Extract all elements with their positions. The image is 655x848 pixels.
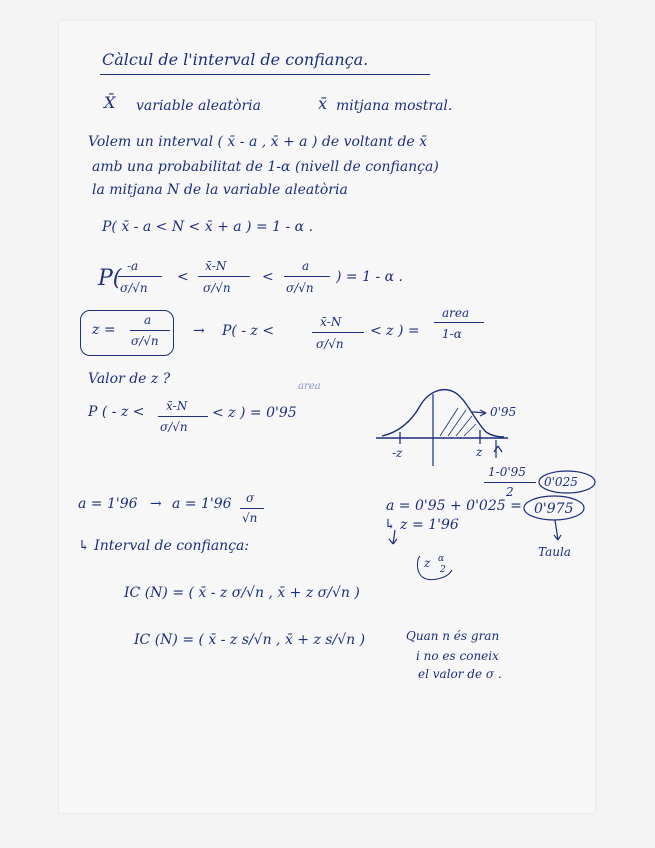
- xbar-sample-text: mitjana mostral.: [336, 98, 453, 114]
- eq2-f1-den: σ/√n: [120, 281, 148, 295]
- interval-title: ↳ Interval de confiança:: [78, 538, 250, 554]
- xbar-variable-symbol: X̄: [104, 93, 116, 112]
- z-value-196: ↳ z = 1'96: [384, 517, 459, 533]
- note-line-1: Quan n és gran: [406, 629, 500, 643]
- z-def-num: a: [144, 313, 152, 327]
- a-equals-196-sigma: a = 1'96: [172, 496, 232, 512]
- note-line-2: i no es coneix: [416, 649, 499, 663]
- compute-frac-den: √n: [242, 511, 258, 525]
- eq4-left: P ( - z <: [88, 404, 145, 420]
- eq2-f2-num: x̄-N: [205, 259, 227, 273]
- compute-arrow: →: [150, 496, 162, 512]
- graph-label-095: 0'95: [490, 405, 517, 419]
- area-faint-label: area: [298, 381, 321, 392]
- eq3-right: < z ) =: [370, 323, 420, 339]
- eq2-prefix: P(: [98, 266, 122, 291]
- note-line-3: el valor de σ .: [418, 667, 502, 681]
- eq4-den: σ/√n: [160, 420, 188, 434]
- area-word: area: [442, 306, 470, 320]
- tail-value: 0'025: [544, 475, 578, 489]
- eq3-frac-den: σ/√n: [316, 337, 344, 351]
- eq4-right: < z ) = 0'95: [212, 405, 297, 421]
- area-value: 1-α: [442, 327, 462, 341]
- eq3-left: P( - z <: [222, 323, 275, 339]
- z-def-den: σ/√n: [131, 334, 159, 348]
- xbar-sample-symbol: x̄: [318, 94, 328, 113]
- eq2-f2-den: σ/√n: [203, 281, 231, 295]
- xbar-variable-text: variable aleatòria: [136, 98, 261, 114]
- eq3-frac-num: x̄-N: [320, 315, 342, 329]
- eq2-f3-den: σ/√n: [286, 281, 314, 295]
- a-equals-196: a = 1'96: [78, 496, 138, 512]
- graph-neg-z: -z: [392, 446, 403, 460]
- confidence-interval-s: IC (N) = ( x̄ - z s/√n , x̄ + z s/√n ): [134, 632, 366, 648]
- intro-line-2: amb una probabilitat de 1-α (nivell de confiança): [92, 159, 439, 175]
- page-title: Càlcul de l'interval de confiança.: [102, 50, 369, 69]
- taula-label: Taula: [538, 545, 571, 559]
- probability-equation-1: P( x̄ - a < N < x̄ + a ) = 1 - α .: [102, 219, 314, 235]
- graph-pos-z: z: [476, 445, 483, 459]
- sum-equation: a = 0'95 + 0'025 =: [386, 498, 522, 514]
- eq4-num: x̄-N: [166, 399, 188, 413]
- implies-arrow: →: [193, 323, 205, 339]
- intro-line-1: Volem un interval ( x̄ - a , x̄ + a ) de voltant de x̄: [88, 134, 428, 150]
- z-half-num: α: [438, 554, 445, 564]
- compute-frac-num: σ: [246, 491, 255, 505]
- eq2-f1-num: -a: [127, 259, 139, 273]
- confidence-interval-sigma: IC (N) = ( x̄ - z σ/√n , x̄ + z σ/√n ): [124, 585, 360, 601]
- tail-num: 1-0'95: [488, 465, 526, 479]
- value-z-question: Valor de z ?: [88, 371, 171, 387]
- z-half-label: z: [424, 556, 431, 570]
- sum-result: 0'975: [534, 501, 574, 517]
- tail-den: 2: [506, 485, 514, 499]
- eq2-f3-num: a: [302, 259, 310, 273]
- z-half-den: 2: [440, 565, 446, 575]
- z-def-label: z =: [92, 322, 116, 338]
- eq2-suffix: ) = 1 - α .: [336, 269, 403, 285]
- intro-line-3: la mitjana N de la variable aleatòria: [92, 182, 348, 198]
